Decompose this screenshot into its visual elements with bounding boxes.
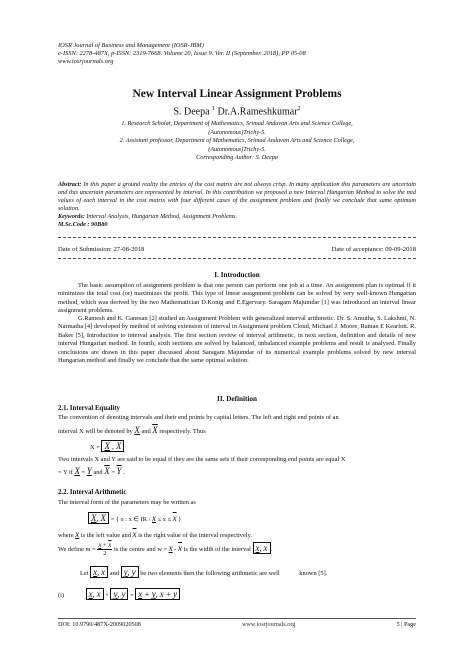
x-lower-symbol: X bbox=[134, 425, 140, 435]
journal-name: IOSR Journal of Business and Management (IOSR-JBM) bbox=[58, 42, 204, 49]
affiliation-2b: (Autonomous)Trichy-5. bbox=[208, 145, 266, 153]
equality-text-4: = Y if X = Y and $\overline{X} = \overline{Y}$ . bbox=[58, 466, 125, 476]
keywords-text: Interval Analysis, Hungarian Method, Assignment Problems. bbox=[86, 213, 238, 220]
footer-doi[interactable]: DOI: 10.9790/487X-2009020508 bbox=[58, 621, 141, 628]
divider-bottom bbox=[58, 258, 416, 259]
affiliation-1b: (Autonomous)Trichy-5. bbox=[208, 128, 266, 136]
journal-website[interactable]: www.iosrjournals.org bbox=[58, 58, 114, 65]
x-upper-symbol: $\overline{X}$ bbox=[152, 425, 158, 435]
arithmetic-text-1: The interval form of the parameters may be written as bbox=[58, 499, 196, 506]
arithmetic-set-formula: X, $\overline{X}$ = { x : x ∈ IR / $x \le x \le \overline{x}$ } bbox=[88, 512, 181, 524]
section-heading-definition: II. Definition bbox=[217, 395, 257, 403]
subsection-interval-arithmetic: 2.2. Interval Arithmetic bbox=[58, 489, 127, 496]
intro-paragraph-1: The basic assumption of assignment problem is that one person can perform one job at a time. An assignment plan is optimal if it minimizes the total cost (or) maximizes the profit. This type of linear assignment problem can be solved by very well-known Hungarian method, which was derived by the two Mathematician D.Konig and E.Egervary. Saragam Majumdar [1] was introduced an interval linear assignment problems. bbox=[58, 282, 416, 315]
centre-fraction: $\frac{x + \overline{x}}{2}$ bbox=[98, 541, 112, 558]
journal-header bbox=[58, 42, 418, 66]
dates-row bbox=[58, 246, 416, 253]
arithmetic-define: We define m = $\frac{x + \overline{x}}{2}$ is the centre and $w = x - \overline{x}$ is the width of the interval x, $\overline{x}$ . bbox=[58, 541, 273, 558]
equality-formula: X = X , $\overline{X}$ bbox=[90, 440, 124, 452]
section-heading-introduction: I. Introduction bbox=[214, 271, 260, 279]
interval-bracket: X , $\overline{X}$ bbox=[101, 440, 124, 452]
divider-top bbox=[58, 237, 416, 238]
abstract-text: In this paper a ground reality the entries of the cost matrix are not always crisp. In many application this parameters are uncertain and this uncertain parameters are represented by interval. In this contribution we proposed a new Interval Hungarian Method to solve the mid values of each interval in the cost matrix with four different cases of the assignment problem and finally we conclude that same optimum solution. bbox=[58, 181, 417, 213]
keywords-label: Keywords: bbox=[58, 213, 85, 220]
affiliation-2: 2. Assistant professor, Department of Mathematics, Srimad Andavan Arts and Science College, bbox=[119, 137, 355, 145]
arithmetic-case-i: (i) x, $\overline{x} + y$, $\overline{y} = x + y$, $\overline{x} + \overline{y}$ bbox=[58, 588, 180, 600]
date-acceptance: Date of acceptance: 09-09-2018 bbox=[331, 246, 416, 253]
date-submission: Date of Submission: 27-08-2018 bbox=[58, 246, 145, 253]
keywords-block bbox=[58, 213, 416, 229]
equality-text-1: The convention of denoting intervals and their end points by capital letters. The left and right end points of an bbox=[58, 414, 339, 421]
author-2-sup: 2 bbox=[297, 106, 301, 112]
intro-paragraph-2: G.Ramesh and K. Ganesan [2] studied an Assignment Problem with generalized interval arithmetic. Dr. S. Amutha, S. Lakshmi, N. Narmatha [4] developed by method of solving extension of interval in Assignment problem Cloud, Michael J. Moore, Raman E Kearfott. R. Baker [5], Introduction to interval analysis. The first section review of interval arithmetic, in next section, definition and details of new interval Hungarian method. In fourth, sixth sections are solved by balanced, unbalanced example problems and result is analysed. Finally conclusions are drawn in this paper discussed about Saragam Majumdar of its numerical example problems solved by new interval Hungarian method and finally we conclude that the same optimal solution. bbox=[58, 315, 416, 365]
author-1: S. Deepa bbox=[173, 106, 210, 118]
page-footer bbox=[58, 618, 416, 628]
msc-code: M.Sc.Code : 90B80 bbox=[58, 221, 108, 228]
paper-title: New Interval Linear Assignment Problems bbox=[132, 88, 342, 100]
author-1-sup: 1 bbox=[212, 106, 216, 112]
affiliations bbox=[75, 120, 399, 163]
equality-text-2: interval X will be denoted by X and $\overline{X}$ respectively. Thus bbox=[58, 425, 206, 435]
footer-page-number: 5 | Page bbox=[396, 621, 416, 628]
arithmetic-text-2: where x is the left value and $\overline{x}$ is the right value of the interval respectively. bbox=[58, 529, 252, 539]
footer-website[interactable]: www.iosrjournals.org bbox=[241, 621, 296, 628]
author-2: Dr.A.Rameshkumar bbox=[217, 106, 298, 118]
authors-line bbox=[0, 106, 474, 117]
arithmetic-let: Let x, $\overline{x}$ and y, $\overline{y}$ be two elements then the following arithmetic are well known [5]. bbox=[80, 567, 328, 577]
journal-issn: e-ISSN: 2278-487X, p-ISSN: 2319-7668. Volume 20, Issue 9. Ver. II (September. 2018), PP 05-08 bbox=[58, 50, 306, 57]
affiliation-1: 1. Research Scholar, Department of Mathematics, Srimad Andavan Arts and Science College, bbox=[121, 120, 353, 127]
corresponding-author: Corresponding Author: S. Deepa bbox=[196, 154, 278, 162]
equality-text-3: Two intervals X and Y are said to be equal if they are the same sets if their corresponding end points are equal X bbox=[58, 456, 346, 463]
subsection-interval-equality: 2.1. Interval Equality bbox=[58, 405, 120, 412]
abstract bbox=[58, 181, 416, 213]
abstract-label: Abstract: bbox=[58, 181, 82, 188]
